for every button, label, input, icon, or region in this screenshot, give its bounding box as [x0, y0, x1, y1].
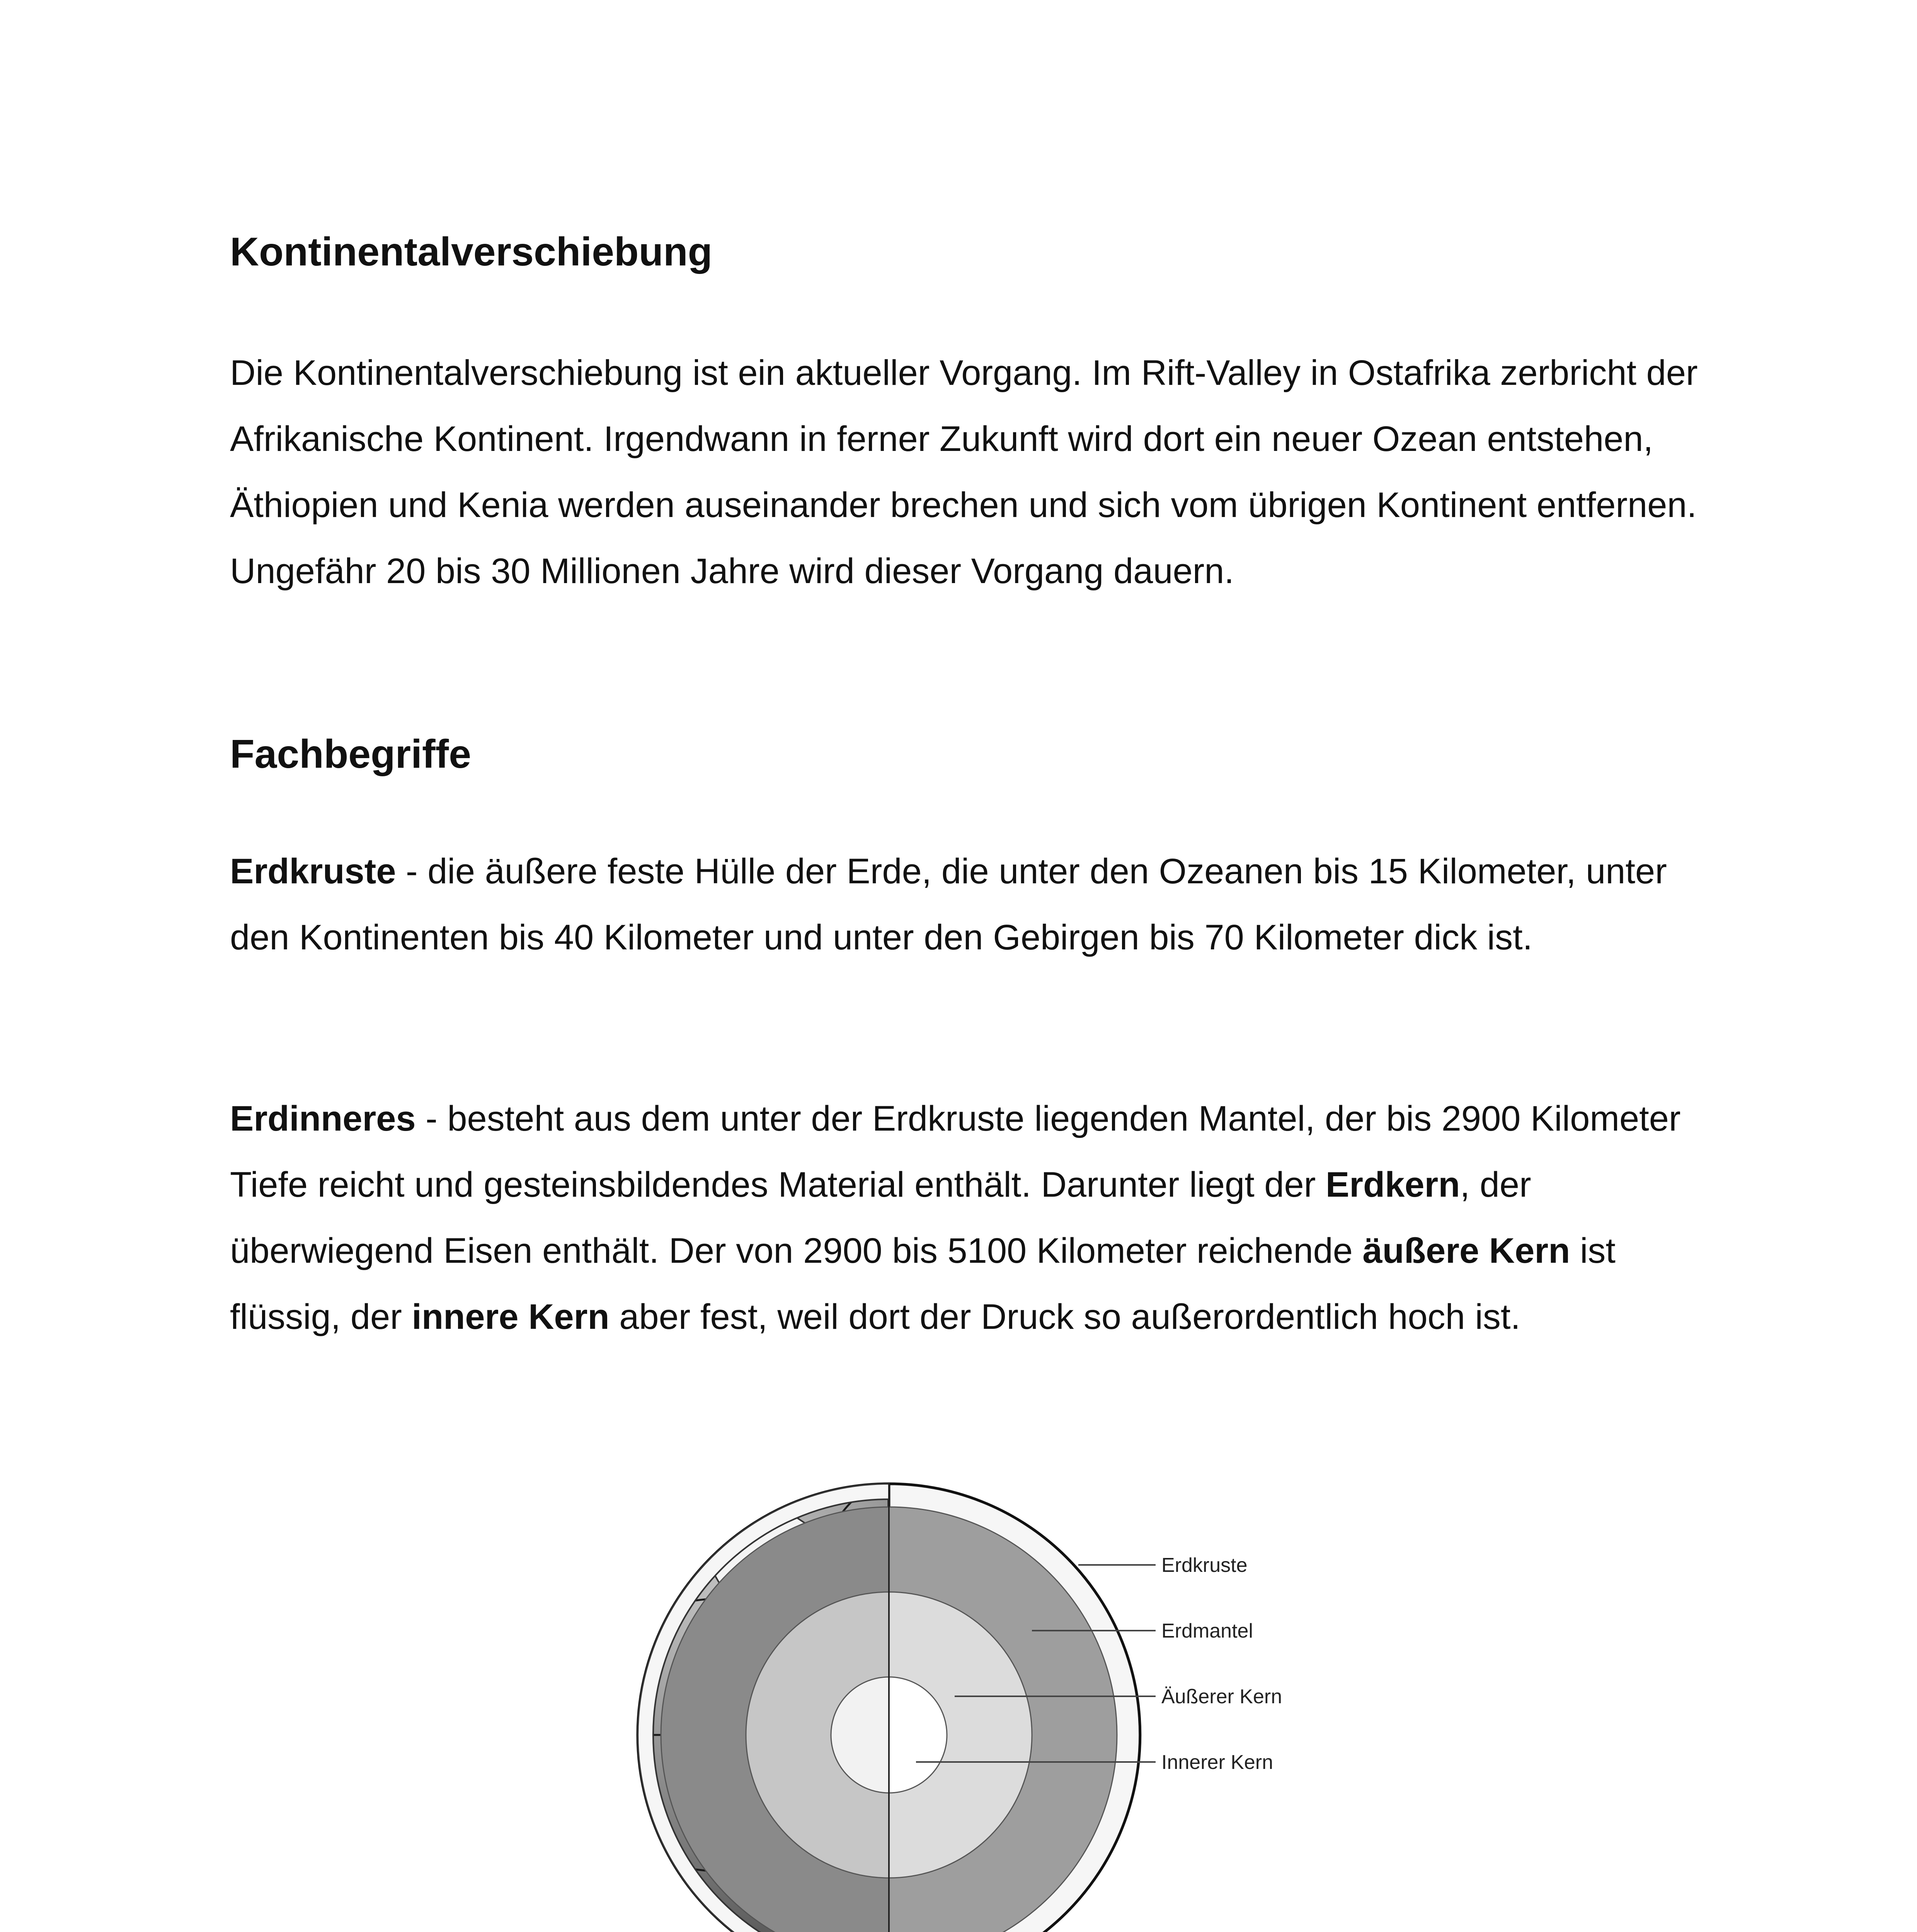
- term-erdkruste: Erdkruste: [230, 852, 396, 891]
- definition-erdinneres-text-1: - besteht aus dem unter der Erdkruste liegenden Mantel, der bis 2900 Kilometer Tiefe reicht und gesteinsbildendes Material enthält. Darunter liegt der: [230, 1099, 1681, 1204]
- heading-kontinentalverschiebung: Kontinentalverschiebung: [230, 230, 713, 274]
- definition-erdkruste: [230, 838, 1706, 971]
- term-innerer-kern: innere Kern: [412, 1297, 609, 1337]
- heading-fachbegriffe: Fachbegriffe: [230, 732, 472, 777]
- definition-erdinneres-text-2: , der überwiegend Eisen enthält. Der von 2900 bis 5100 Kilometer reichende: [230, 1165, 1531, 1270]
- label-innerer-kern: Innerer Kern: [1161, 1751, 1273, 1774]
- definition-erdinneres-text-4: aber fest, weil dort der Druck so außerordentlich hoch ist.: [609, 1297, 1520, 1337]
- definition-erdkruste-text: - die äußere feste Hülle der Erde, die unter den Ozeanen bis 15 Kilometer, unter den Kontinenten bis 40 Kilometer und unter den Gebirgen bis 70 Kilometer dick ist.: [230, 852, 1667, 957]
- term-aeusserer-kern: äußere Kern: [1362, 1231, 1570, 1270]
- paragraph-kontinentalverschiebung: Die Kontinentalverschiebung ist ein aktueller Vorgang. Im Rift-Valley in Ostafrika zerbricht der Afrikanische Kontinent. Irgendwann in ferner Zukunft wird dort ein neuer Ozean entstehen, Äthiopien und Kenia werden auseinander brechen und sich vom übrigen Kontinent entfernen. Ungefähr 20 bis 30 Millionen Jahre wird dieser Vorgang dauern.: [230, 353, 1698, 591]
- earth-layers-figure: [615, 1472, 1349, 1932]
- label-erdkruste: Erdkruste: [1161, 1554, 1248, 1577]
- definition-erdinneres-text-3: ist flüssig, der: [230, 1231, 1616, 1337]
- term-erdinneres: Erdinneres: [230, 1099, 416, 1138]
- earth-cross-section: [638, 1484, 1140, 1932]
- definition-erdinneres: [230, 1086, 1706, 1350]
- label-erdmantel: Erdmantel: [1161, 1620, 1253, 1642]
- term-erdkern: Erdkern: [1325, 1165, 1460, 1204]
- label-aeusserer-kern: Äußerer Kern: [1161, 1685, 1282, 1708]
- earth-layers-diagram: [615, 1472, 1349, 1932]
